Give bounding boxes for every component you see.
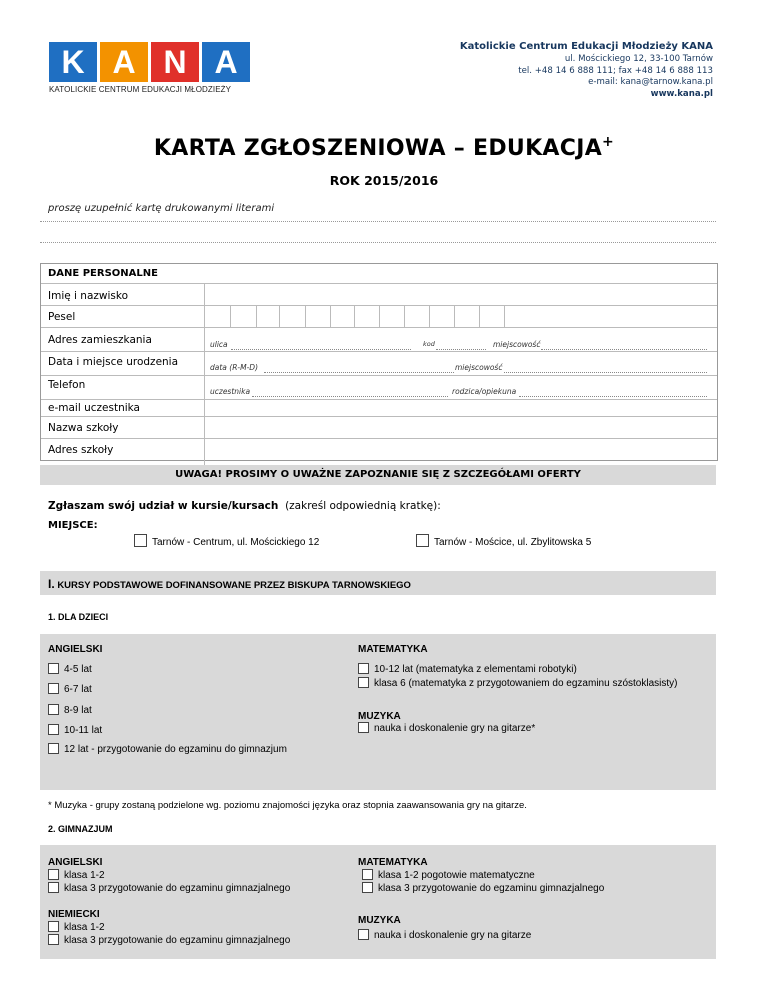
gym-math-title: MATEMATYKA xyxy=(358,857,428,868)
row-email: e-mail uczestnika xyxy=(41,399,717,420)
logo-letter-k: K xyxy=(49,42,97,82)
notice-bar: UWAGA! PROSIMY O UWAŻNE ZAPOZNANIE SIĘ Z SZCZEGÓŁAMI OFERTY xyxy=(40,465,716,485)
street-label: ulica xyxy=(210,340,228,349)
row-name: Imię i nazwisko xyxy=(41,283,717,306)
gym-heading: 2. GIMNAZJUM xyxy=(48,824,113,834)
logo-letter-a2: A xyxy=(202,42,250,82)
checkbox[interactable] xyxy=(48,704,59,715)
gym-english-option[interactable]: klasa 1-2 xyxy=(48,869,105,881)
checkbox[interactable] xyxy=(48,882,59,893)
checkbox[interactable] xyxy=(48,743,59,754)
checkbox[interactable] xyxy=(48,663,59,674)
checkbox[interactable] xyxy=(362,882,373,893)
footnote: * Muzyka - grupy zostaną podzielone wg. poziomu znajomości języka oraz stopnia zaawansowania gry na gitarze. xyxy=(48,800,527,811)
checkbox[interactable] xyxy=(362,869,373,880)
row-school-address: Adres szkoły xyxy=(41,438,717,461)
birth-date-label: data (R-M-D) xyxy=(210,363,258,372)
school-year: ROK 2015/2016 xyxy=(329,173,439,188)
gym-german-option[interactable]: klasa 1-2 xyxy=(48,921,105,933)
kids-heading: 1. DLA DZIECI xyxy=(48,612,109,622)
declaration: Zgłaszam swój udział w kursie/kursach (zakreśl odpowiednią kratkę): xyxy=(48,500,441,512)
gym-german-title: NIEMIECKI xyxy=(48,909,100,920)
gym-music-title: MUZYKA xyxy=(358,915,401,926)
kids-english-option[interactable]: 10-11 lat xyxy=(48,724,102,736)
gym-english-title: ANGIELSKI xyxy=(48,857,103,868)
phone-participant-input[interactable] xyxy=(252,396,448,397)
kana-logo xyxy=(49,42,252,98)
code-input[interactable] xyxy=(436,349,486,350)
city-input[interactable] xyxy=(541,349,707,350)
organization-info xyxy=(460,40,713,100)
personal-data-table xyxy=(40,263,718,461)
birth-place-label: miejscowość xyxy=(455,363,503,372)
checkbox[interactable] xyxy=(134,534,147,547)
phone-parent-label: rodzica/opiekuna xyxy=(452,387,517,396)
phone-parent-input[interactable] xyxy=(519,396,707,397)
row-phone: Telefon uczestnika rodzica/opiekuna xyxy=(41,375,717,400)
divider xyxy=(40,242,716,243)
page-title: KARTA ZGŁOSZENIOWA – EDUKACJA+ xyxy=(153,134,615,161)
checkbox[interactable] xyxy=(358,929,369,940)
row-birth: Data i miejsce urodzenia data (R-M-D) miejscowość xyxy=(41,351,717,376)
pesel-cells[interactable] xyxy=(230,306,570,328)
logo-letter-n: N xyxy=(151,42,199,82)
checkbox[interactable] xyxy=(358,722,369,733)
logo-letter-a: A xyxy=(100,42,148,82)
checkbox[interactable] xyxy=(48,921,59,932)
birth-place-input[interactable] xyxy=(504,372,707,373)
kids-english-option[interactable]: 6-7 lat xyxy=(48,683,92,695)
kids-english-option[interactable]: 12 lat - przygotowanie do egzaminu do gimnazjum xyxy=(48,743,287,755)
divider xyxy=(40,221,716,222)
org-address: ul. Mościckiego 12, 33-100 Tarnów xyxy=(564,54,713,64)
kids-english-option[interactable]: 8-9 lat xyxy=(48,704,92,716)
row-school-name: Nazwa szkoły xyxy=(41,416,717,439)
gym-math-option[interactable]: klasa 3 przygotowanie do egzaminu gimnazjalnego xyxy=(362,882,604,894)
org-email: e-mail: kana@tarnow.kana.pl xyxy=(588,77,713,87)
gym-courses-box xyxy=(40,845,716,959)
kids-math-option[interactable]: klasa 6 (matematyka z przygotowaniem do egzaminu szóstoklasisty) xyxy=(358,677,677,689)
place-label: MIEJSCE: xyxy=(48,520,98,531)
checkbox[interactable] xyxy=(416,534,429,547)
checkbox[interactable] xyxy=(48,869,59,880)
row-address: Adres zamieszkania ulica kod miejscowość xyxy=(41,327,717,352)
checkbox[interactable] xyxy=(358,677,369,688)
section-1-bar xyxy=(40,571,716,595)
gym-math-option[interactable]: klasa 1-2 pogotowie matematyczne xyxy=(362,869,535,881)
row-pesel: Pesel xyxy=(41,305,717,328)
place-option-centrum[interactable]: Tarnów - Centrum, ul. Mościckiego 12 xyxy=(134,534,319,548)
gym-german-option[interactable]: klasa 3 przygotowanie do egzaminu gimnazjalnego xyxy=(48,934,290,946)
org-website: www.kana.pl xyxy=(650,88,713,99)
logo-subtitle: KATOLICKIE CENTRUM EDUKACJI MŁODZIEŻY xyxy=(49,85,232,94)
kids-courses-box xyxy=(40,634,716,790)
section-1-title: I. KURSY PODSTAWOWE DOFINANSOWANE PRZEZ BISKUPA TARNOWSKIEGO xyxy=(48,577,411,591)
checkbox[interactable] xyxy=(48,683,59,694)
city-label: miejscowość xyxy=(493,340,541,349)
kids-music-option[interactable]: nauka i doskonalenie gry na gitarze* xyxy=(358,722,535,734)
personal-data-header: DANE PERSONALNE xyxy=(48,268,158,279)
kids-math-option[interactable]: 10-12 lat (matematyka z elementami robotyki) xyxy=(358,663,577,675)
gym-english-option[interactable]: klasa 3 przygotowanie do egzaminu gimnazjalnego xyxy=(48,882,290,894)
kids-math-title: MATEMATYKA xyxy=(358,644,428,655)
checkbox[interactable] xyxy=(358,663,369,674)
org-phone: tel. +48 14 6 888 111; fax +48 14 6 888 113 xyxy=(518,65,713,76)
kids-english-option[interactable]: 4-5 lat xyxy=(48,663,92,675)
phone-participant-label: uczestnika xyxy=(210,387,251,396)
birth-date-input[interactable] xyxy=(264,372,454,373)
gym-music-option[interactable]: nauka i doskonalenie gry na gitarze xyxy=(358,929,531,941)
kids-english-title: ANGIELSKI xyxy=(48,644,103,655)
checkbox[interactable] xyxy=(48,724,59,735)
org-name: Katolickie Centrum Edukacji Młodzieży KANA xyxy=(459,41,713,52)
street-input[interactable] xyxy=(231,349,411,350)
fill-hint: proszę uzupełnić kartę drukowanymi literami xyxy=(48,203,275,214)
place-option-moscice[interactable]: Tarnów - Mościce, ul. Zbylitowska 5 xyxy=(416,534,591,548)
checkbox[interactable] xyxy=(48,934,59,945)
code-label: kod xyxy=(423,340,435,348)
kids-music-title: MUZYKA xyxy=(358,711,401,722)
